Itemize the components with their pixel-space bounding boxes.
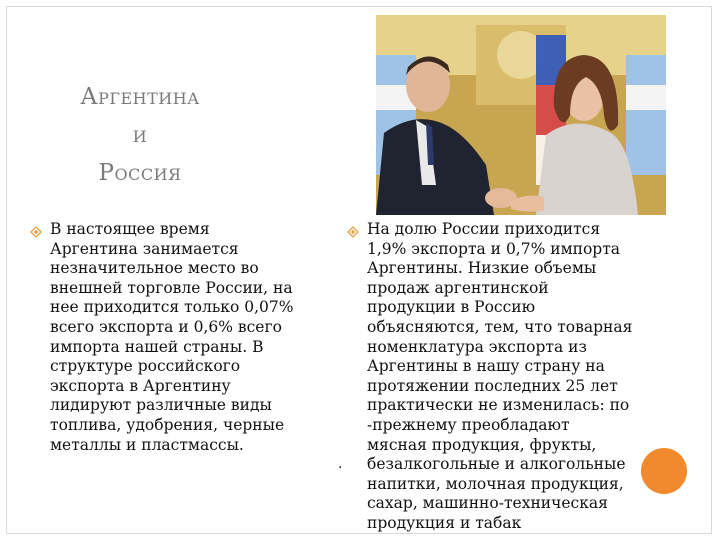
right-line: продукция и табак — [367, 513, 522, 532]
right-line: сахар, машинно-техническая — [367, 494, 608, 513]
right-line: Аргентины. Низкие объемы — [367, 259, 597, 278]
right-line: номенклатура экспорта из — [367, 337, 587, 356]
diamond-bullet-icon — [347, 226, 359, 238]
right-line: Аргентины в нашу страну на — [367, 357, 605, 376]
left-line: всего экспорта и 0,6% всего — [50, 317, 282, 336]
left-line: внешней торговле России, на — [50, 278, 293, 297]
right-line: объясняются, тем, что товарная — [367, 317, 633, 336]
left-line: лидируют различные виды — [50, 396, 272, 415]
right-line: протяжении последних 25 лет — [367, 376, 618, 395]
right-line: продаж аргентинской — [367, 278, 549, 297]
left-line: Аргентина занимается — [50, 239, 239, 258]
left-line: топлива, удобрения, черные — [50, 415, 285, 434]
left-paragraph — [50, 220, 293, 455]
right-paragraph — [367, 220, 632, 534]
right-line: мясная продукция, фрукты, — [367, 435, 597, 454]
right-line: практически не изменилась: по — [367, 396, 630, 415]
orange-decoration-circle — [641, 448, 687, 494]
left-line: нее приходится только 0,07% — [50, 298, 294, 317]
handshake-photo — [376, 15, 666, 215]
right-line: напитки, молочная продукция, — [367, 474, 624, 493]
title-line-2: и — [132, 122, 148, 148]
title-line-3: Россия — [98, 160, 182, 186]
left-line: металлы и пластмассы. — [50, 435, 244, 454]
left-line: незначительное место во — [50, 259, 259, 278]
title-line-1: Аргентина — [80, 84, 200, 110]
left-line: импорта нашей страны. В — [50, 337, 264, 356]
left-line: В настоящее время — [50, 220, 210, 238]
right-line: безалкогольные и алкогольные — [367, 455, 626, 474]
right-line: продукции в Россию — [367, 298, 536, 317]
diamond-bullet-icon — [30, 226, 42, 238]
right-line: -прежнему преобладают — [367, 415, 570, 434]
right-line: На долю России приходится — [367, 220, 601, 238]
right-line: 1,9% экспорта и 0,7% импорта — [367, 239, 621, 258]
stray-dot: . — [338, 456, 343, 472]
slide-title — [40, 78, 240, 192]
left-line: экспорта в Аргентину — [50, 376, 231, 395]
left-line: структуре российского — [50, 357, 241, 376]
photo-illustration — [376, 15, 666, 215]
